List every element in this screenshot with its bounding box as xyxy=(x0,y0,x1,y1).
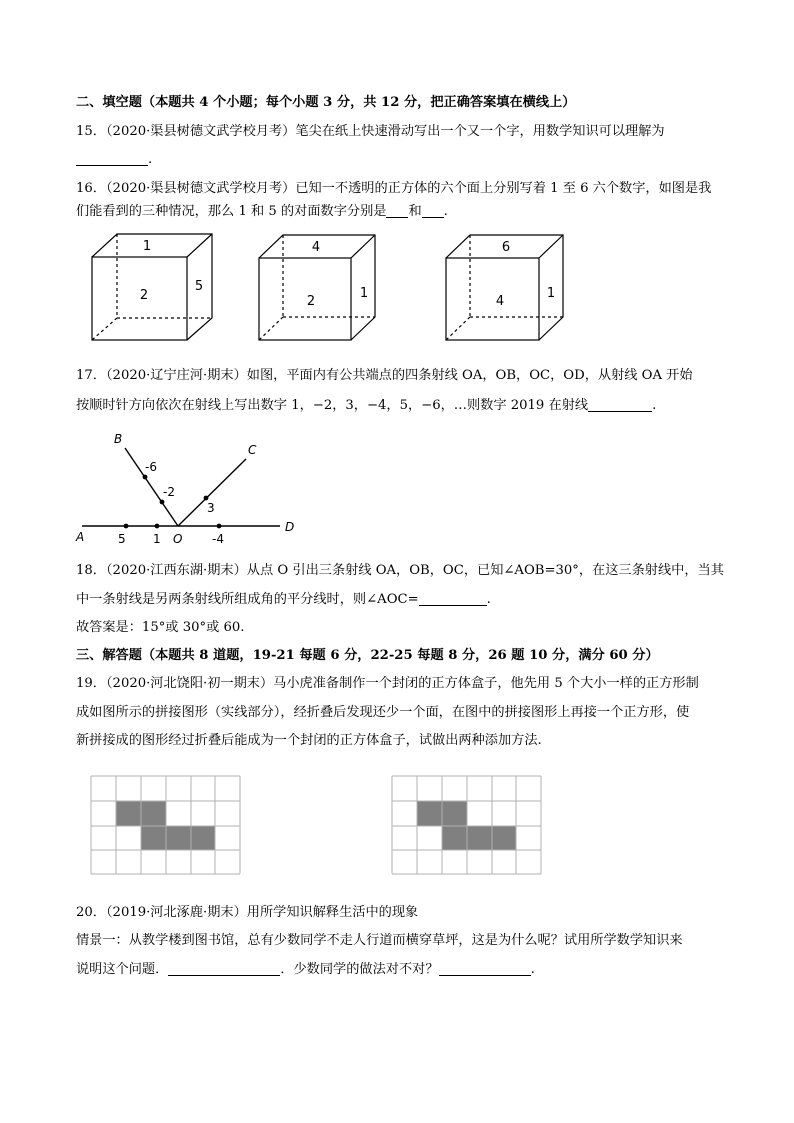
label-B: B xyxy=(114,432,123,446)
q20-line1: 20．（2019·河北涿鹿·期末）用所学知识解释生活中的现象 xyxy=(76,905,419,920)
q19-line2: 成如图所示的拼接图形（实线部分），经折叠后发现还少一个面，在图中的拼接图形上再接一个正方形，使 xyxy=(76,705,690,720)
section2-heading: 二、填空题（本题共 4 个小题；每个小题 3 分，共 12 分，把正确答案填在横线上） xyxy=(76,95,576,110)
q16-line2: 们能看到的三种情况，那么 1 和 5 的对面数字分别是 和 . xyxy=(76,204,448,219)
q15-line1: 15．（2020·渠县树德文武学校月考）笔尖在纸上快速滑动写出一个又一个字，用数学知识可以理解为 xyxy=(76,124,665,139)
cube-1-top: 1 xyxy=(142,239,152,254)
num-1: 1 xyxy=(153,532,161,546)
cube-3-side: 1 xyxy=(546,286,556,301)
num-neg6: -6 xyxy=(145,460,157,474)
grid-2 xyxy=(392,776,541,874)
cube-3-top: 6 xyxy=(501,240,511,255)
label-O: O xyxy=(173,532,183,546)
q17-line2: 按顺时针方向依次在射线上写出数字 1，−2，3，−4，5，−6，…则数字 2019 在射线 . xyxy=(76,398,657,413)
label-C: C xyxy=(248,443,257,457)
cube-2-front: 2 xyxy=(306,294,316,309)
section3-heading: 三、解答题（本题共 8 道题，19-21 每题 6 分，22-25 每题 8 分，26 题 10 分，满分 60 分） xyxy=(76,648,659,663)
cube-2-side: 1 xyxy=(359,286,369,301)
label-D: D xyxy=(285,520,295,534)
num-neg4: -4 xyxy=(212,532,224,546)
label-A: A xyxy=(76,530,85,544)
num-neg2: -2 xyxy=(163,485,175,499)
q18-line1: 18．（2020·江西东湖·期末）从点 O 引出三条射线 OA，OB，OC，已知∠AOB=30°，在这三条射线中，当其 xyxy=(76,563,724,578)
q18-answer: 故答案是：15°或 30°或 60. xyxy=(76,620,245,635)
grid-1 xyxy=(91,776,240,874)
cube-1-side: 5 xyxy=(194,279,204,294)
cube-1-front: 2 xyxy=(139,288,149,303)
q20-blank-2[interactable] xyxy=(439,961,531,976)
q19-line1: 19．（2020·河北饶阳·初一期末）马小虎准备制作一个封闭的正方体盒子，他先用 5 个大小一样的正方形制 xyxy=(76,676,699,691)
q16-line1: 16．（2020·渠县树德文武学校月考）已知一不透明的正方体的六个面上分别写着 1 至 6 六个数字，如图是我 xyxy=(76,181,712,196)
cube-3-front: 4 xyxy=(495,294,505,309)
q17-line1: 17．（2020·辽宁庄河·期末）如图，平面内有公共端点的四条射线 OA，OB，OC，OD，从射线 OA 开始 xyxy=(76,368,693,383)
num-3: 3 xyxy=(207,501,215,515)
q20-line2: 情景一：从教学楼到图书馆，总有少数同学不走人行道而横穿草坪，这是为什么呢？试用所学数学知识来 xyxy=(76,933,683,948)
q20-blank-1[interactable] xyxy=(168,961,280,976)
q18-line2: 中一条射线是另两条射线所组成角的平分线时，则∠AOC= . xyxy=(76,592,491,607)
q19-line3: 新拼接成的图形经过折叠后能成为一个封闭的正方体盒子，试做出两种添加方法. xyxy=(76,733,542,748)
cube-2-top: 4 xyxy=(311,240,321,255)
num-5: 5 xyxy=(118,532,126,546)
q15-line2: . xyxy=(76,151,152,169)
q20-line3: 说明这个问题． ．少数同学的做法对不对？ . xyxy=(76,962,535,977)
